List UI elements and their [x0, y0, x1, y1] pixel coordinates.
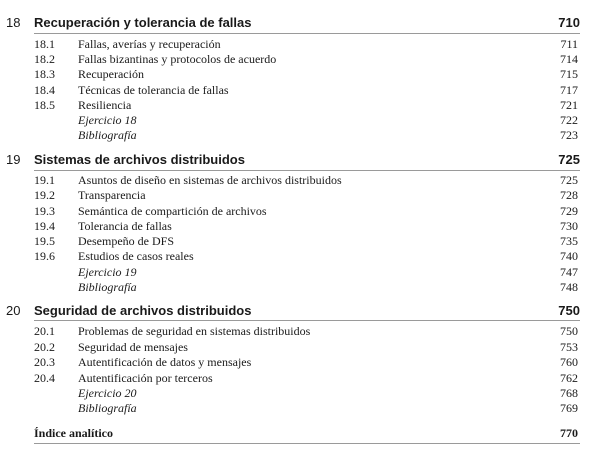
- section-number: 18.3: [34, 67, 55, 81]
- chapter-20-heading: [0, 302, 600, 320]
- section-page: 717: [560, 83, 578, 97]
- section-entry: [0, 82, 600, 98]
- section-title: Autentificación por terceros: [78, 371, 213, 385]
- index-rule: [34, 443, 580, 444]
- section-entry: [0, 218, 600, 234]
- bibliography-entry: [0, 127, 600, 143]
- section-entry: [0, 97, 600, 113]
- section-page: 721: [560, 98, 578, 112]
- section-page: 729: [560, 204, 578, 218]
- section-entry: [0, 354, 600, 370]
- chapter-19-heading: [0, 151, 600, 169]
- section-number: 19.5: [34, 234, 55, 248]
- section-page: 768: [560, 386, 578, 400]
- section-page: 715: [560, 67, 578, 81]
- section-page: 762: [560, 371, 578, 385]
- section-entry: [0, 36, 600, 52]
- section-number: 18.2: [34, 52, 55, 66]
- section-title: Bibliografía: [78, 280, 137, 294]
- section-number: 20.2: [34, 340, 55, 354]
- section-title: Desempeño de DFS: [78, 234, 174, 248]
- exercise-entry: [0, 264, 600, 280]
- section-title: Fallas bizantinas y protocolos de acuerdo: [78, 52, 277, 66]
- section-title: Semántica de compartición de archivos: [78, 204, 267, 218]
- chapter-18-rule: [34, 33, 580, 34]
- section-title: Estudios de casos reales: [78, 249, 194, 263]
- section-title: Recuperación: [78, 67, 144, 81]
- section-page: 747: [560, 265, 578, 279]
- section-page: 735: [560, 234, 578, 248]
- section-title: Asuntos de diseño en sistemas de archivos distribuidos: [78, 173, 342, 187]
- chapter-number: 20: [6, 303, 21, 318]
- section-page: 723: [560, 128, 578, 142]
- section-title: Bibliografía: [78, 128, 137, 142]
- chapter-title: Seguridad de archivos distribuidos: [34, 303, 252, 318]
- exercise-entry: [0, 112, 600, 128]
- section-title: Problemas de seguridad en sistemas distribuidos: [78, 324, 311, 338]
- section-page: 714: [560, 52, 578, 66]
- section-number: 18.4: [34, 83, 55, 97]
- chapter-number: 18: [6, 15, 21, 30]
- index-entry: [0, 425, 600, 441]
- section-page: 740: [560, 249, 578, 263]
- section-entry: [0, 323, 600, 339]
- section-page: 730: [560, 219, 578, 233]
- section-number: 20.1: [34, 324, 55, 338]
- section-entry: [0, 370, 600, 386]
- section-entry: [0, 233, 600, 249]
- section-entry: [0, 66, 600, 82]
- section-page: 760: [560, 355, 578, 369]
- section-title: Fallas, averías y recuperación: [78, 37, 221, 51]
- section-entry: [0, 187, 600, 203]
- section-page: 725: [560, 173, 578, 187]
- chapter-title: Sistemas de archivos distribuidos: [34, 152, 245, 167]
- chapter-19-rule: [34, 170, 580, 171]
- section-page: 722: [560, 113, 578, 127]
- section-number: 19.2: [34, 188, 55, 202]
- chapter-page: 750: [558, 303, 580, 318]
- section-number: 20.4: [34, 371, 55, 385]
- section-number: 18.1: [34, 37, 55, 51]
- section-number: 19.3: [34, 204, 55, 218]
- section-entry: [0, 339, 600, 355]
- section-entry: [0, 248, 600, 264]
- section-entry: [0, 172, 600, 188]
- section-number: 19.6: [34, 249, 55, 263]
- section-page: 728: [560, 188, 578, 202]
- bibliography-entry: [0, 279, 600, 295]
- section-number: 20.3: [34, 355, 55, 369]
- section-title: Resiliencia: [78, 98, 132, 112]
- index-page: 770: [560, 426, 578, 440]
- exercise-entry: [0, 385, 600, 401]
- section-title: Ejercicio 20: [78, 386, 137, 400]
- section-number: 19.1: [34, 173, 55, 187]
- chapter-20-rule: [34, 320, 580, 321]
- section-page: 711: [560, 37, 578, 51]
- section-title: Bibliografía: [78, 401, 137, 415]
- chapter-number: 19: [6, 152, 21, 167]
- chapter-page: 710: [558, 15, 580, 30]
- section-title: Autentificación de datos y mensajes: [78, 355, 252, 369]
- section-page: 748: [560, 280, 578, 294]
- section-number: 18.5: [34, 98, 55, 112]
- chapter-18-heading: [0, 14, 600, 32]
- section-title: Técnicas de tolerancia de fallas: [78, 83, 229, 97]
- chapter-title: Recuperación y tolerancia de fallas: [34, 15, 252, 30]
- index-title: Índice analítico: [34, 426, 114, 440]
- section-number: 19.4: [34, 219, 55, 233]
- section-title: Transparencia: [78, 188, 146, 202]
- chapter-page: 725: [558, 152, 580, 167]
- section-page: 750: [560, 324, 578, 338]
- section-title: Seguridad de mensajes: [78, 340, 188, 354]
- section-page: 769: [560, 401, 578, 415]
- section-title: Ejercicio 19: [78, 265, 137, 279]
- section-title: Tolerancia de fallas: [78, 219, 172, 233]
- bibliography-entry: [0, 400, 600, 416]
- section-entry: [0, 51, 600, 67]
- section-entry: [0, 203, 600, 219]
- section-page: 753: [560, 340, 578, 354]
- section-title: Ejercicio 18: [78, 113, 137, 127]
